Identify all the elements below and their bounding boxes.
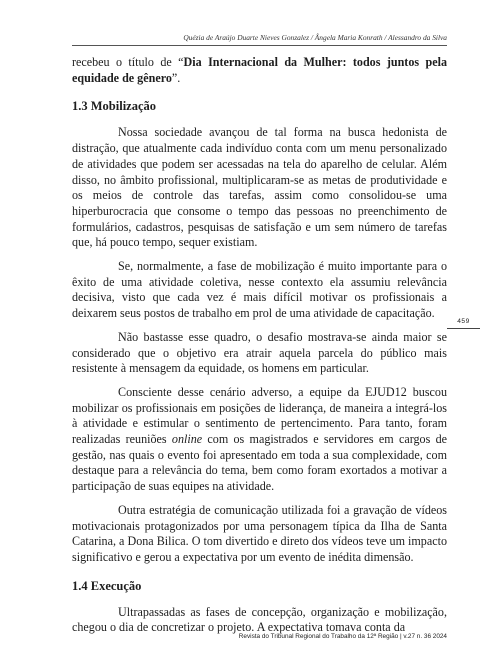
page-number: 459 [457,318,470,325]
paragraph-text: com os magistrados e servidores em cargos de gestão, nas quais o evento foi apresentado em toda a sua complexidade, com destaque para a relevância do tema, bem como foram exortados a motivar a participação de suas equipes na atividade. [72,432,448,494]
paragraph: Não bastasse esse quadro, o desafio mostrava-se ainda maior se considerado que o objetivo era atrair aquela parcela do público mais resistente à mensagem da equidade, os homens em particular. [72,329,447,376]
section-heading-mobilizacao: 1.3 Mobilização [72,99,157,114]
header-rule [72,45,447,46]
paragraph: Nossa sociedade avançou de tal forma na busca hedonista de distração, que atualmente cada indivíduo conta com um menu personalizado de atividades que podem ser acessadas na tela do aparelho de celular. Além disso, no âmbito profissional, multiplicaram-se as metas de produtividade e os meios de controle das tarefas, assim como consolidou-se uma hiperburocracia que consome o tempo das pessoas no preenchimento de formulários, cadastros, pesquisas de satisfação e um sem número de tarefas que, há pouco tempo, sequer existiam. [72,125,447,250]
paragraph: Se, normalmente, a fase de mobilização é muito importante para o êxito de uma atividade coletiva, nesse contexto ela assumiu relevância decisiva, visto que cada vez é mais difícil motivar os profissionais a deixarem seus postos de trabalho em prol de uma atividade de capacitação. [72,259,447,321]
paragraph [72,385,447,495]
event-title: Dia Internacional da Mulher: todos juntos pela equidade de gênero [72,55,447,85]
journal-footer: Revista do Tribunal Regional do Trabalho da 12ª Região | v.27 n. 36 2024 [238,633,447,640]
intro-paragraph [72,55,447,86]
intro-text: recebeu o título de “ [72,55,184,69]
page-number-rule [447,328,480,329]
paragraph: Outra estratégia de comunicação utilizada foi a gravação de vídeos motivacionais protagonizados por uma personagem típica da Ilha de Santa Catarina, a Dona Bilica. O tom divertido e direto dos vídeos teve um impacto significativo e gerou a expectativa por um evento de inédita dimensão. [72,502,447,564]
section-heading-execucao: 1.4 Execução [72,578,142,593]
intro-text-end: ”. [171,70,181,85]
page-body [72,55,447,636]
paragraph-text: Consciente desse cenário adverso, a equipe da EJUD12 buscou mobilizar os profissionais em posições de liderança, de maneira a integrá-los à atividade e estimular o sentimento de pertencimento. Para tanto, foram realizadas reuniões [72,384,447,447]
paragraph: Ultrapassadas as fases de concepção, organização e mobilização, chegou o dia de concretizar o projeto. A expectativa tomava conta da [72,604,447,635]
italic-term: online [171,432,203,447]
running-header: Quézia de Araújo Duarte Nieves Gonzalez / Ângela Maria Konrath / Alessandro da Silva [183,33,447,42]
